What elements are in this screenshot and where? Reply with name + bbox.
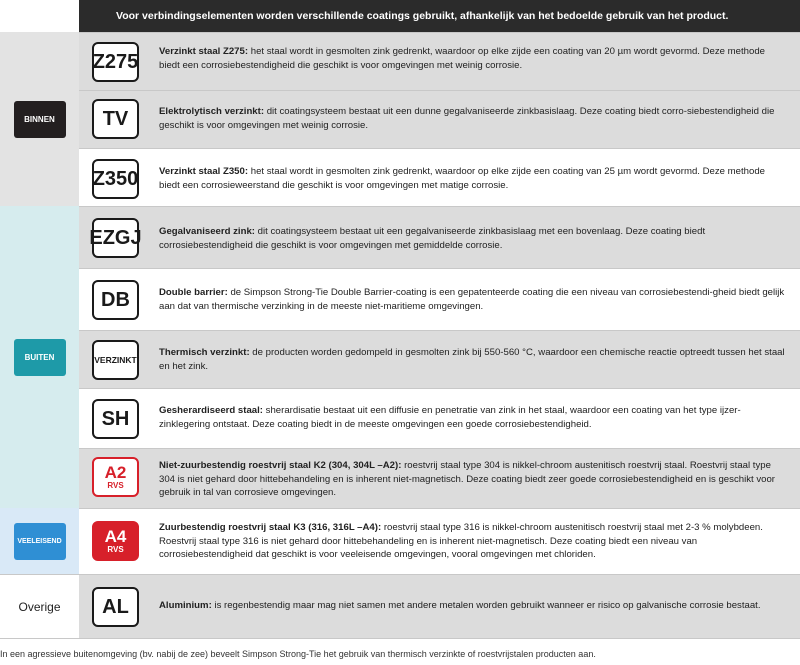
table-row — [79, 388, 800, 448]
row-description: Aluminium: is regenbestendig maar mag niet samen met andere metalen worden gebruikt wanneer er risico op galvanische corrosie bestaat. — [159, 600, 761, 611]
binnen-badge: BINNEN — [14, 101, 66, 138]
table-row — [79, 330, 800, 388]
code-badge: DB — [92, 280, 139, 320]
code-badge: VERZINKT — [92, 340, 139, 380]
code-badge: A2 RVS — [92, 457, 139, 497]
row-description: Niet-zuurbestendig roestvrij staal K2 (304, 304L –A2): roestvrij staal type 304 is nikkel-chroom austenitisch roestvrij staal. Roestvrij staal type 304 is niet gehard door hittebehandeling en is inherent niet-magnetisch. Deze coating biedt zeer goede corrosiebestendigheid en is geschikt voor gebruik in tal van corrosieve omgevingen. — [159, 460, 775, 498]
group-overige — [0, 574, 79, 639]
veeleisend-badge: VEELEISEND — [14, 523, 66, 560]
table-header: Voor verbindingselementen worden verschillende coatings gebruikt, afhankelijk van het bedoelde gebruik van het product. — [79, 0, 800, 32]
table-row — [79, 206, 800, 268]
table-row — [79, 268, 800, 330]
group-veeleisend — [0, 508, 79, 574]
code-badge: Z275 — [92, 42, 139, 82]
row-description: Verzinkt staal Z350: het staal wordt in gesmolten zink gedrenkt, waardoor op elke zijde een coating van 25 µm wordt gevormd. Deze methode biedt een corrosieweerstand die geschikt is voor omgevingen met matige corrosie. — [159, 166, 766, 191]
row-description: Verzinkt staal Z275: het staal wordt in gesmolten zink gedrenkt, waardoor op elke zijde een coating van 20 µm wordt gevormd. Deze methode biedt een corrosiebestendigheid die geschikt is voor omgevingen met weinig corrosie. — [159, 46, 766, 71]
table-row — [79, 148, 800, 206]
table-row — [79, 574, 800, 639]
code-badge: AL — [92, 587, 139, 627]
table-row — [79, 90, 800, 148]
row-description: Gegalvaniseerd zink: dit coatingsysteem bestaat uit een gegalvaniseerde zinkbasislaag met een bovenlaag. Deze coating biedt corrosiebestendigheid die geschikt is voor omgevingen met gemiddelde corrosie. — [159, 226, 706, 251]
table-row — [79, 448, 800, 508]
footnote: In een agressieve buitenomgeving (bv. nabij de zee) beveelt Simpson Strong-Tie het gebruik van thermisch verzinkte of roestvrijstalen producten aan. — [0, 649, 596, 659]
table-row — [79, 508, 800, 574]
row-description: Elektrolytisch verzinkt: dit coatingsysteem bestaat uit een dunne gegalvaniseerde zinkbasislaag. Deze coating biedt corro-siebestendigheid die geschikt is voor omgevingen met weinig corrosie. — [159, 106, 775, 131]
overige-label: Overige — [18, 599, 61, 614]
group-buiten — [0, 206, 79, 508]
row-description: Zuurbestendig roestvrij staal K3 (316, 316L –A4): roestvrij staal type 316 is nikkel-chroom austenitisch roestvrij staal met 2-3 % molybdeen. Roestvrij staal type 316 is niet gehard door hittebehandeling en is inherent niet-magnetisch. Deze coating biedt een niveau van corrosiebestendigheid dat geschikt is voor veeleisende omgevingen, vooral omgevingen met chloriden. — [159, 522, 763, 560]
buiten-badge: BUITEN — [14, 339, 66, 376]
code-badge: EZGJ — [92, 218, 139, 258]
table-row — [79, 32, 800, 90]
row-description: Thermisch verzinkt: de producten worden gedompeld in gesmolten zink bij 550-560 °C, waardoor een chemische reactie optreedt tussen het staal en het zink. — [159, 347, 785, 372]
code-badge: TV — [92, 99, 139, 139]
row-description: Double barrier: de Simpson Strong-Tie Double Barrier-coating is een gepatenteerde coating die een niveau van corrosiebestendi-gheid biedt gelijk aan dat van thermische verzinking in de meeste niet-maritieme omgevingen. — [159, 287, 785, 312]
code-badge: A4 RVS — [92, 521, 139, 561]
group-binnen — [0, 32, 79, 206]
code-badge: Z350 — [92, 159, 139, 199]
code-badge: SH — [92, 399, 139, 439]
row-description: Gesherardiseerd staal: sherardisatie bestaat uit een diffusie en penetratie van zink in het staal, waardoor een coating van het type ijzer-zinklegering ontstaat. Deze coating biedt in de meeste omgevingen een goede corrosiebestendigheid. — [159, 405, 741, 430]
